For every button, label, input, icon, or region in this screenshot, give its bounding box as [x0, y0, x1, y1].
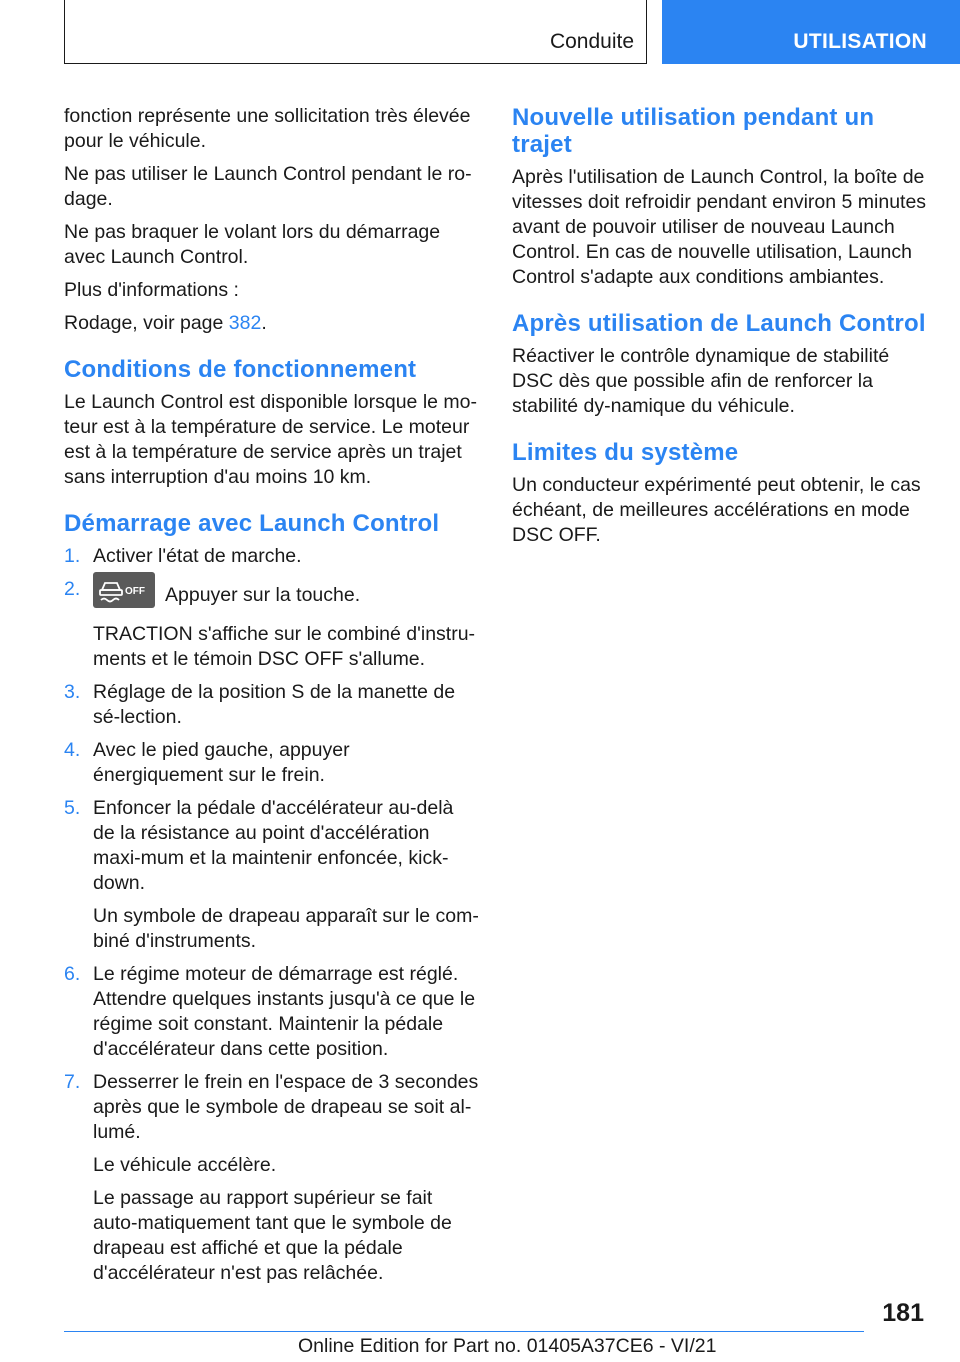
conditions-paragraph: Le Launch Control est disponible lorsque le mo-teur est à la température de service. Le moteur est à la température de service après un trajet sans interruption d'au moins 10 km.: [64, 391, 477, 488]
steps-list: [64, 544, 480, 1286]
step-number: 6.: [64, 962, 81, 985]
after-paragraph: Réactiver le contrôle dynamique de stabilité DSC dès que possible afin de renforcer la stabilité dy-namique du véhicule.: [512, 345, 890, 417]
section-heading-after: Après utilisation de Launch Control: [512, 310, 926, 337]
header-section-tab: [64, 0, 647, 64]
header-chapter-label: UTILISATION: [793, 30, 927, 53]
step-item: [64, 962, 480, 1062]
header-section-label: Conduite: [549, 30, 634, 53]
section-heading-start: Démarrage avec Launch Control: [64, 510, 440, 537]
section-heading-limits: Limites du système: [512, 439, 739, 466]
step-number: 4.: [64, 738, 81, 761]
step-text: Le véhicule accélère.: [93, 1153, 277, 1176]
intro-paragraph: Ne pas braquer le volant lors du démarrage avec Launch Control.: [64, 221, 441, 268]
intro-paragraph: Ne pas utiliser le Launch Control pendant le ro-dage.: [64, 163, 472, 210]
limits-paragraph: Un conducteur expérimenté peut obtenir, le cas échéant, de meilleures accélérations en mode DSC OFF.: [512, 474, 921, 546]
footer-divider: [64, 1331, 864, 1332]
section-heading-conditions: Conditions de fonctionnement: [64, 356, 417, 383]
page-number: 181: [882, 1299, 924, 1327]
step-item: [64, 796, 480, 954]
step-item: [64, 544, 480, 569]
step-number: 7.: [64, 1070, 81, 1093]
step-text: Le passage au rapport supérieur se fait auto-matiquement tant que le symbole de drapeau est affiché et que la pédale d'accélérateur n'est pas relâchée.: [93, 1186, 452, 1284]
page-reference: [64, 311, 480, 336]
step-text: Enfoncer la pédale d'accélérateur au-delà de la résistance au point d'accélération maxi-mum et la maintenir enfoncée, kick-down.: [93, 796, 454, 894]
step-text: Activer l'état de marche.: [93, 545, 302, 567]
reference-text: Rodage, voir page: [64, 312, 229, 334]
step-number: 1.: [64, 545, 81, 567]
step-text: Le régime moteur de démarrage est réglé. Attendre quelques instants jusqu'à ce que le régime soit constant. Maintenir la pédale d'accélérateur dans cette position.: [93, 962, 476, 1060]
svg-text:OFF: OFF: [125, 585, 145, 597]
step-item: [64, 680, 480, 730]
step-text: TRACTION s'affiche sur le combiné d'instru-ments et le témoin DSC OFF s'allume.: [93, 622, 476, 670]
step-text: Réglage de la position S de la manette de sé-lection.: [93, 680, 456, 728]
step-item: [64, 577, 480, 672]
dsc-off-icon: [93, 572, 155, 608]
step-number: 3.: [64, 680, 81, 703]
footer-edition: Online Edition for Part no. 01405A37CE6 - VI/21: [298, 1335, 717, 1357]
step-text: Un symbole de drapeau apparaît sur le com-biné d'instruments.: [93, 904, 479, 952]
step-text: Avec le pied gauche, appuyer énergiquement sur le frein.: [93, 738, 350, 786]
step-item: [64, 1070, 480, 1286]
step-text: [93, 577, 480, 614]
page-link[interactable]: 382: [228, 312, 262, 334]
header-chapter-tab: [662, 0, 960, 64]
intro-paragraph: fonction représente une sollicitation très élevée pour le véhicule.: [64, 105, 471, 152]
left-column: [64, 104, 480, 1294]
step-text-label: Appuyer sur la touche.: [165, 584, 361, 606]
reuse-paragraph: Après l'utilisation de Launch Control, la boîte de vitesses doit refroidir pendant environ 5 minutes avant de pouvoir utiliser de nouveau Launch Control. En cas de nouvelle utilisation, Launch Control s'adapte aux conditions ambiantes.: [512, 166, 927, 288]
step-text: Desserrer le frein en l'espace de 3 secondes après que le symbole de drapeau se soit al-lumé.: [93, 1070, 479, 1143]
right-column: [512, 104, 932, 556]
intro-paragraph: Plus d'informations :: [64, 279, 239, 301]
step-item: [64, 738, 480, 788]
step-number: 2.: [64, 578, 81, 600]
reference-suffix: .: [261, 312, 267, 334]
step-number: 5.: [64, 796, 81, 819]
section-heading-reuse: Nouvelle utilisation pendant un trajet: [512, 104, 875, 158]
